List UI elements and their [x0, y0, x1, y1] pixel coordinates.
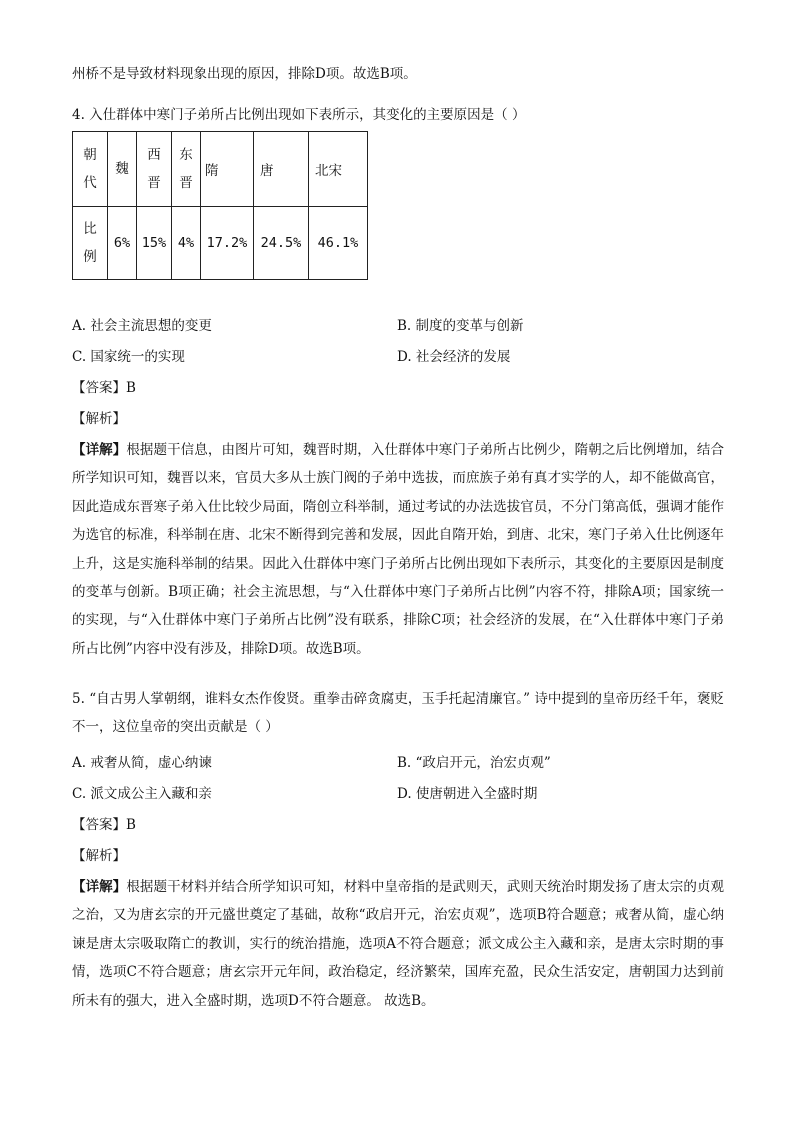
- q5-option-a: A. 戒奢从简，虚心纳谏: [72, 755, 212, 771]
- table-cell: 西 晋: [137, 132, 172, 207]
- table-header-ratio: 比 例: [73, 207, 108, 280]
- q4-option-a: A. 社会主流思想的变更: [72, 318, 212, 334]
- table-cell: 隋: [201, 132, 254, 207]
- table-row: [73, 207, 368, 280]
- q4-answer: 【答案】B: [72, 380, 136, 396]
- q4-option-b: B. 制度的变革与创新: [397, 318, 524, 334]
- intro-line: 州桥不是导致材料现象出现的原因，排除D项。故选B项。: [72, 66, 417, 82]
- q5-answer: 【答案】B: [72, 817, 136, 833]
- q5-analysis-label: 【解析】: [72, 848, 126, 864]
- q4-detail: 【详解】根据题干信息，由图片可知，魏晋时期，入仕群体中寒门子弟所占比例少，隋朝之后比例增加，结合所学知识可知，魏晋以来，官员大多从士族门阀的子弟中选拔，而庶族子弟有真才实学的人，却不能做高官，因此造成东晋寒子弟入仕比较少局面，隋创立科举制，通过考试的办法选拔官员，不分门第高低，强调才能作为选官的标准，科举制在唐、北宋不断得到完善和发展，因此自隋开始，到唐、北宋，寒门子弟入仕比例逐年上升，这是实施科举制的结果。因此入仕群体中寒门子弟所占比例出现如下表所示，其变化的主要原因是制度的变革与创新。B项正确；社会主流思想，与“入仕群体中寒门子弟所占比例”内容不符，排除A项；国家统一的实现，与“入仕群体中寒门子弟所占比例”没有联系，排除C项；社会经济的发展，在“入仕群体中寒门子弟所占比例”内容中没有涉及，排除D项。故选B项。: [72, 442, 725, 657]
- q4-option-c: C. 国家统一的实现: [72, 349, 185, 365]
- ratio-table: [72, 131, 368, 280]
- table-cell: 北宋: [309, 132, 368, 207]
- table-cell: 17.2%: [201, 207, 254, 280]
- table-row: [73, 132, 368, 207]
- table-header-dynasty: 朝 代: [73, 132, 108, 207]
- q4-option-d: D. 社会经济的发展: [397, 349, 511, 365]
- q5-option-d: D. 使唐朝进入全盛时期: [397, 786, 538, 802]
- table-cell: 24.5%: [254, 207, 309, 280]
- table-cell: 唐: [254, 132, 309, 207]
- q4-analysis-label: 【解析】: [72, 411, 126, 427]
- table-cell: 15%: [137, 207, 172, 280]
- table-cell: 46.1%: [309, 207, 368, 280]
- question-5-stem: 5. “自古男人掌朝纲，谁料女杰作俊贤。重拳击碎贪腐吏，玉手托起清廉官。” 诗中提到的皇帝历经千年，褒贬不一，这位皇帝的突出贡献是（ ）: [72, 691, 724, 736]
- table-cell: 6%: [108, 207, 137, 280]
- table-cell: 东 晋: [172, 132, 201, 207]
- q5-option-c: C. 派文成公主入藏和亲: [72, 786, 212, 802]
- question-4-stem: 4. 入仕群体中寒门子弟所占比例出现如下表所示，其变化的主要原因是（ ）: [72, 107, 526, 123]
- table-cell: 魏: [108, 132, 137, 207]
- q5-option-b: B. “政启开元，治宏贞观”: [397, 755, 551, 771]
- table-cell: 4%: [172, 207, 201, 280]
- q5-detail: 【详解】根据题干材料并结合所学知识可知，材料中皇帝指的是武则天，武则天统治时期发扬了唐太宗的贞观之治，又为唐玄宗的开元盛世奠定了基础，故称“政启开元，治宏贞观”，选项B符合题意；戒奢从简，虚心纳谏是唐太宗吸取隋亡的教训，实行的统治措施，选项A不符合题意；派文成公主入藏和亲，是唐太宗时期的事情，选项C不符合题意；唐玄宗开元年间，政治稳定，经济繁荣，国库充盈，民众生活安定，唐朝国力达到前所未有的强大，进入全盛时期，选项D不符合题意。 故选B。: [72, 879, 725, 1009]
